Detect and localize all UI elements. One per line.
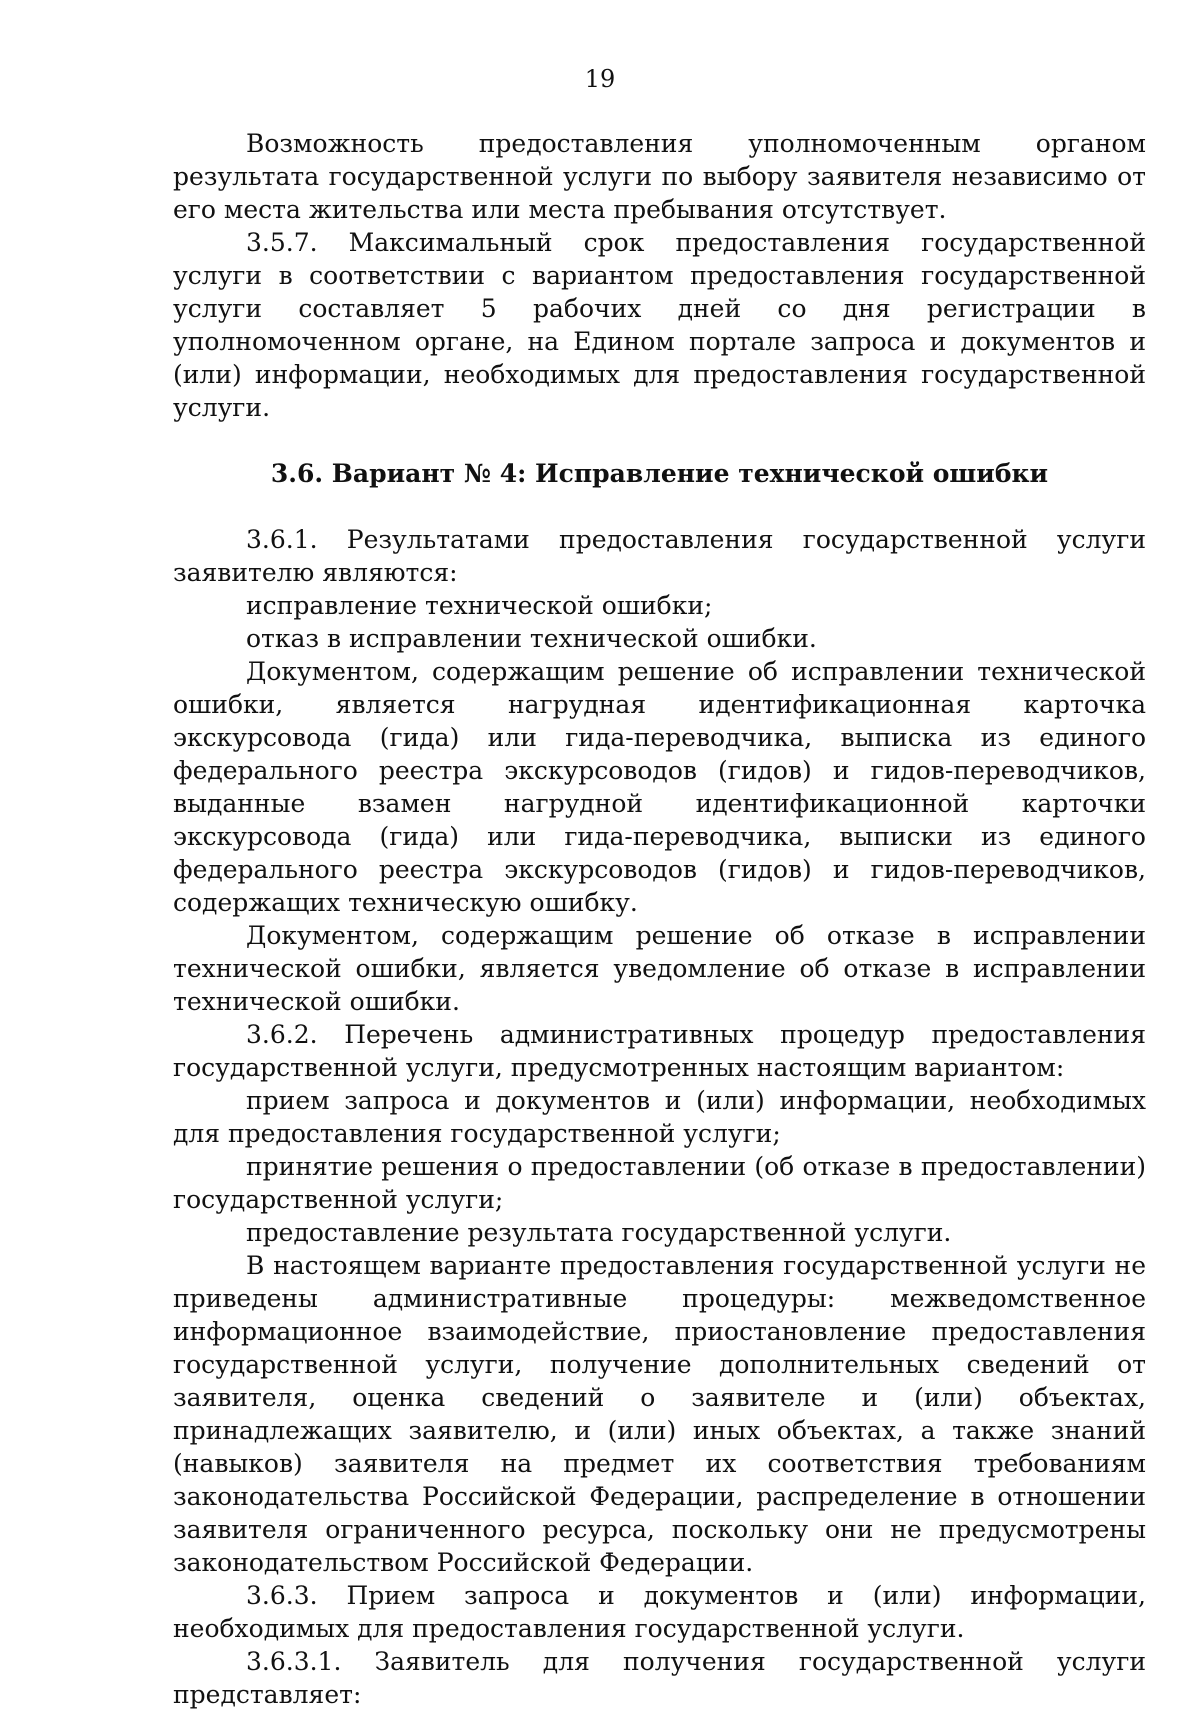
list-item: прием запроса и документов и (или) информации, необходимых для предоставления государственной услуги; [173, 1086, 1146, 1148]
paragraph: Документом, содержащим решение об отказе в исправлении технической ошибки, является уведомление об отказе в исправлении технической ошибки. [173, 921, 1146, 1016]
list-item: отказ в исправлении технической ошибки. [246, 624, 817, 653]
paragraph: 3.6.1. Результатами предоставления государственной услуги заявителю являются: [173, 525, 1146, 587]
paragraph: В настоящем варианте предоставления государственной услуги не приведены административные процедуры: межведомственное информационное взаимодействие, приостановление предоставления государственной услуги, получение дополнительных сведений от заявителя, оценка сведений о заявителе и (или) объектах, принадлежащих заявителю, и (или) иных объектах, а также знаний (навыков) заявителя на предмет их соответствия требованиям законодательства Российской Федерации, распределение в отношении заявителя ограниченного ресурса, поскольку они не предусмотрены законодательством Российской Федерации. [173, 1251, 1146, 1577]
list-item: принятие решения о предоставлении (об отказе в предоставлении) государственной услуги; [173, 1152, 1146, 1214]
page-number: 19 [584, 65, 616, 93]
paragraph: 3.6.3. Прием запроса и документов и (или) информации, необходимых для предоставления государственной услуги. [173, 1581, 1146, 1643]
paragraph: Возможность предоставления уполномоченным органом результата государственной услуги по выбору заявителя независимо от его места жительства или места пребывания отсутствует. [173, 129, 1146, 224]
list-item: исправление технической ошибки; [246, 591, 713, 620]
section-heading: 3.6. Вариант № 4: Исправление технической ошибки [270, 459, 1049, 488]
paragraph: 3.6.2. Перечень административных процедур предоставления государственной услуги, предусмотренных настоящим вариантом: [173, 1020, 1146, 1082]
paragraph: 3.5.7. Максимальный срок предоставления государственной услуги в соответствии с вариантом предоставления государственной услуги составляет 5 рабочих дней со дня регистрации в уполномоченном органе, на Едином портале запроса и документов и (или) информации, необходимых для предоставления государственной услуги. [173, 228, 1146, 422]
list-item: предоставление результата государственной услуги. [246, 1218, 952, 1247]
document-body [173, 127, 1146, 1711]
paragraph: Документом, содержащим решение об исправлении технической ошибки, является нагрудная идентификационная карточка экскурсовода (гида) или гида-переводчика, выписка из единого федерального реестра экскурсоводов (гидов) и гидов-переводчиков, выданные взамен нагрудной идентификационной карточки экскурсовода (гида) или гида-переводчика, выписки из единого федерального реестра экскурсоводов (гидов) и гидов-переводчиков, содержащих техническую ошибку. [173, 657, 1146, 917]
paragraph: 3.6.3.1. Заявитель для получения государственной услуги представляет: [173, 1647, 1146, 1709]
